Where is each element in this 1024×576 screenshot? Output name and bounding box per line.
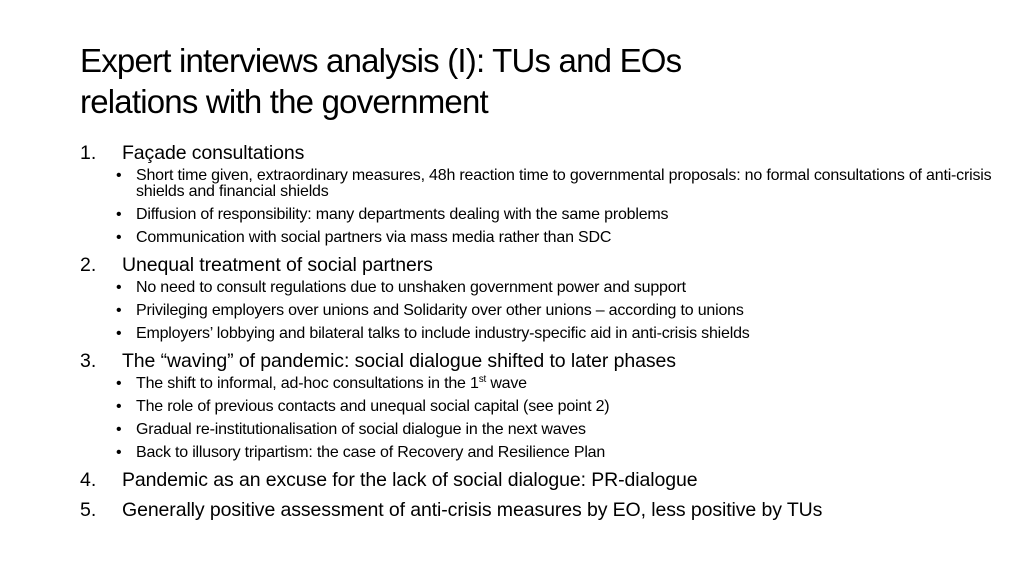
numbered-point (80, 141, 1000, 246)
numbered-point (80, 349, 1000, 461)
numbered-point-row (80, 349, 1000, 373)
point-number: 1. (80, 142, 97, 164)
bullet-dot-icon: • (116, 229, 122, 246)
point-text: Pandemic as an excuse for the lack of social dialogue: PR-dialogue (122, 469, 698, 491)
point-text: Generally positive assessment of anti-crisis measures by EO, less positive by TUs (122, 499, 823, 521)
point-text: The “waving” of pandemic: social dialogue shifted to later phases (122, 350, 676, 372)
numbered-point-row (80, 468, 1000, 492)
superscript: st (478, 374, 487, 385)
numbered-point-row (80, 498, 1000, 522)
sub-bullet-text: Employers’ lobbying and bilateral talks to include industry-specific aid in anti-crisis shields (136, 325, 750, 342)
sub-bullet (116, 422, 1000, 438)
bullet-dot-icon: • (116, 279, 122, 296)
slide-body (80, 141, 1000, 528)
numbered-point (80, 468, 1000, 492)
bullet-dot-icon: • (116, 444, 122, 461)
slide-title (80, 40, 980, 122)
sub-bullet-text: No need to consult regulations due to unshaken government power and support (136, 279, 686, 296)
slide-title-line-2: relations with the government (80, 83, 488, 120)
bullet-dot-icon: • (116, 167, 122, 184)
bullet-dot-icon: • (116, 421, 122, 438)
point-number: 3. (80, 350, 97, 372)
bullet-dot-icon: • (116, 375, 122, 392)
point-number: 2. (80, 254, 97, 276)
point-number: 5. (80, 499, 97, 521)
bullet-dot-icon: • (116, 398, 122, 415)
bullet-dot-icon: • (116, 325, 122, 342)
sub-bullet (116, 445, 1000, 461)
sub-bullet (116, 326, 1000, 342)
sub-bullet (116, 376, 1000, 392)
sub-bullet-text: The role of previous contacts and unequal social capital (see point 2) (136, 398, 610, 415)
sub-bullet (116, 303, 1000, 319)
sub-bullet-text: Back to illusory tripartism: the case of Recovery and Resilience Plan (136, 444, 606, 461)
point-number: 4. (80, 469, 97, 491)
sub-bullet-list (80, 168, 1000, 246)
sub-bullet-text: Communication with social partners via mass media rather than SDC (136, 229, 612, 246)
sub-bullet-list (80, 376, 1000, 461)
sub-bullet (116, 230, 1000, 246)
sub-bullet (116, 168, 1000, 200)
sub-bullet (116, 399, 1000, 415)
bullet-dot-icon: • (116, 302, 122, 319)
bullet-dot-icon: • (116, 206, 122, 223)
point-text: Unequal treatment of social partners (122, 254, 433, 276)
numbered-point-row (80, 253, 1000, 277)
numbered-point (80, 498, 1000, 522)
sub-bullet-text: The shift to informal, ad-hoc consultations in the 1st wave (136, 374, 527, 392)
sub-bullet (116, 280, 1000, 296)
sub-bullet-text: Diffusion of responsibility: many departments dealing with the same problems (136, 206, 669, 223)
numbered-point (80, 253, 1000, 342)
sub-bullet (116, 207, 1000, 223)
sub-bullet-text: Gradual re-institutionalisation of social dialogue in the next waves (136, 421, 586, 438)
point-text: Façade consultations (122, 142, 305, 164)
sub-bullet-list (80, 280, 1000, 342)
sub-bullet-text: Privileging employers over unions and Solidarity over other unions – according to unions (136, 302, 744, 319)
slide-title-line-1: Expert interviews analysis (I): TUs and EOs (80, 42, 682, 79)
sub-bullet-text: Short time given, extraordinary measures, 48h reaction time to governmental proposals: no formal consultations of anti-crisis shields and financial shields (136, 167, 992, 200)
numbered-point-row (80, 141, 1000, 165)
